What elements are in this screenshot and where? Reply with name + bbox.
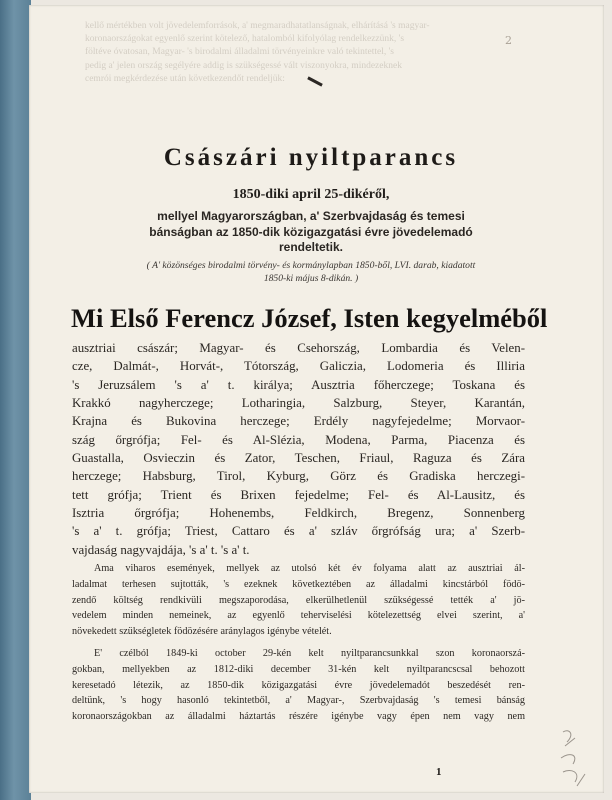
subtitle-line: mellyel Magyarországban, a' Szerbvajdaság és temesi bbox=[157, 209, 465, 223]
titles-line: 's Jeruzsálem 's a' t. királya; Ausztria főherczege; Toskana és bbox=[72, 377, 525, 392]
bleed-through-text bbox=[85, 20, 535, 86]
proclamation-heading: Mi Első Ferencz József, Isten kegyelméből bbox=[71, 303, 548, 333]
subtitle bbox=[72, 209, 550, 256]
bleed-line: cemrói megkérdezése után következendőt rendeljük: bbox=[85, 73, 285, 84]
page-number: 1 bbox=[436, 766, 442, 778]
body-line: zendő költség rendkivüli megszaporodása, elkerülhetlenül szükségessé tették a' jö- bbox=[72, 594, 525, 606]
body-line: gokban, mellyekben az 1812-diki december 31-kén kelt nyiltparancscsal behozott bbox=[72, 663, 525, 675]
titles-line: ausztriai császár; Magyar- és Csehország, Lombardia és Velen- bbox=[72, 341, 525, 355]
royal-titles bbox=[72, 339, 525, 559]
body-line: növekedett szükségletek födözésére aránylagos igénybe vételét. bbox=[72, 626, 332, 638]
titles-line: szág őrgrófja; Fel- és Al-Slézia, Modena, Parma, Piacenza és bbox=[72, 432, 525, 447]
titles-line: tett grófja; Trient és Brixen fejedelme; Fel- és Al-Lausitz, és bbox=[72, 487, 525, 502]
subtitle-line: bánságban az 1850-dik közigazgatási évre jövedelemadó bbox=[149, 224, 473, 239]
binding-spine bbox=[0, 0, 31, 800]
body-line: keresetadó létezik, az 1850-dik közigazgatási évre jövedelemadót beszedését ren- bbox=[72, 679, 525, 691]
date-line: 1850-diki april 25-dikéről, bbox=[232, 187, 390, 202]
publication-note bbox=[80, 259, 542, 285]
body-line: vedelem minden nemeinek, az egyenlő teherviselési kötelezettség elvei szerint, a' bbox=[72, 610, 525, 622]
body-line: E' czélból 1849-ki october 29-kén kelt nyiltparancsunkkal szon koronaorszá- bbox=[94, 647, 525, 659]
note-line: 1850-ki május 8-dikán. ) bbox=[263, 273, 359, 284]
bleed-line: kellő mértékben volt jövedelemforrások, a' megmaradhatatlanságnak, elhárításá 's magyar- bbox=[85, 21, 430, 31]
subtitle-line: rendeltetik. bbox=[278, 240, 344, 254]
faint-page-number: 2 bbox=[505, 34, 512, 47]
bleed-line: koronaországokat egyenlő szerint kötelező, hatalomból kifolyólag rendelkezzünk, 's bbox=[85, 34, 405, 45]
paragraph-1 bbox=[72, 561, 525, 640]
body-line: Ama viharos események, mellyek az utolsó két év folyama alatt az ausztriai ál- bbox=[94, 563, 525, 574]
titles-line: Guastalla, Osvieczin és Zator, Teschen, Friaul, Raguza és Zára bbox=[72, 451, 525, 466]
note-line: ( A' közönséges birodalmi törvény- és kormánylapban 1850-ből, LVI. darab, kiadatott bbox=[146, 260, 476, 271]
titles-line: Krajna és Bukovina herczege; Erdély nagyfejedelme; Morvaor- bbox=[72, 414, 525, 429]
bleed-line: pedig a' jelen ország segélyére addig is szükségessé vált viszonyokra, mindezeknek bbox=[85, 60, 402, 71]
pencil-annotation-icon bbox=[555, 724, 600, 794]
document-title: Császári nyiltparancs bbox=[163, 144, 459, 171]
body-line: ladalmat terhesen sujtották, 's ezeknek következtében az álladalmi kincstárból födö- bbox=[72, 578, 525, 590]
titles-line: vajdaság nagyvajdája, 's a' t. 's a' t. bbox=[72, 542, 250, 557]
paragraph-2 bbox=[72, 646, 525, 725]
titles-line: 's a' t. grófja; Triest, Cattaro és a' szláv őrgrófság ura; a' Szerb- bbox=[72, 524, 525, 539]
body-text bbox=[72, 561, 525, 725]
body-line: deltünk, 's hogy hasonló tekintetből, a' Magyar-, Szerbvajdaság 's temesi bánság bbox=[72, 695, 525, 707]
titles-line: herczege; Habsburg, Tirol, Kyburg, Görz és Gradiska herczegi- bbox=[72, 469, 525, 484]
titles-line: Krakkó nagyherczege; Lotharingia, Salzburg, Steyer, Karantán, bbox=[72, 396, 525, 411]
titles-line: cze, Dalmát-, Horvát-, Tótország, Galiczia, Lodomeria és Illiria bbox=[72, 359, 525, 374]
body-line: koronaországokban az álladalmi háztartás részére igénybe vagy épen nem vagy nem bbox=[72, 711, 525, 723]
titles-line: Isztria őrgrófja; Hohenembs, Feldkirch, Bregenz, Sonnenberg bbox=[72, 506, 525, 521]
bleed-line: föltéve óvatosan, Magyar- 's birodalmi álladalmi törvényeinkre való tekintettel, 's bbox=[85, 47, 394, 58]
